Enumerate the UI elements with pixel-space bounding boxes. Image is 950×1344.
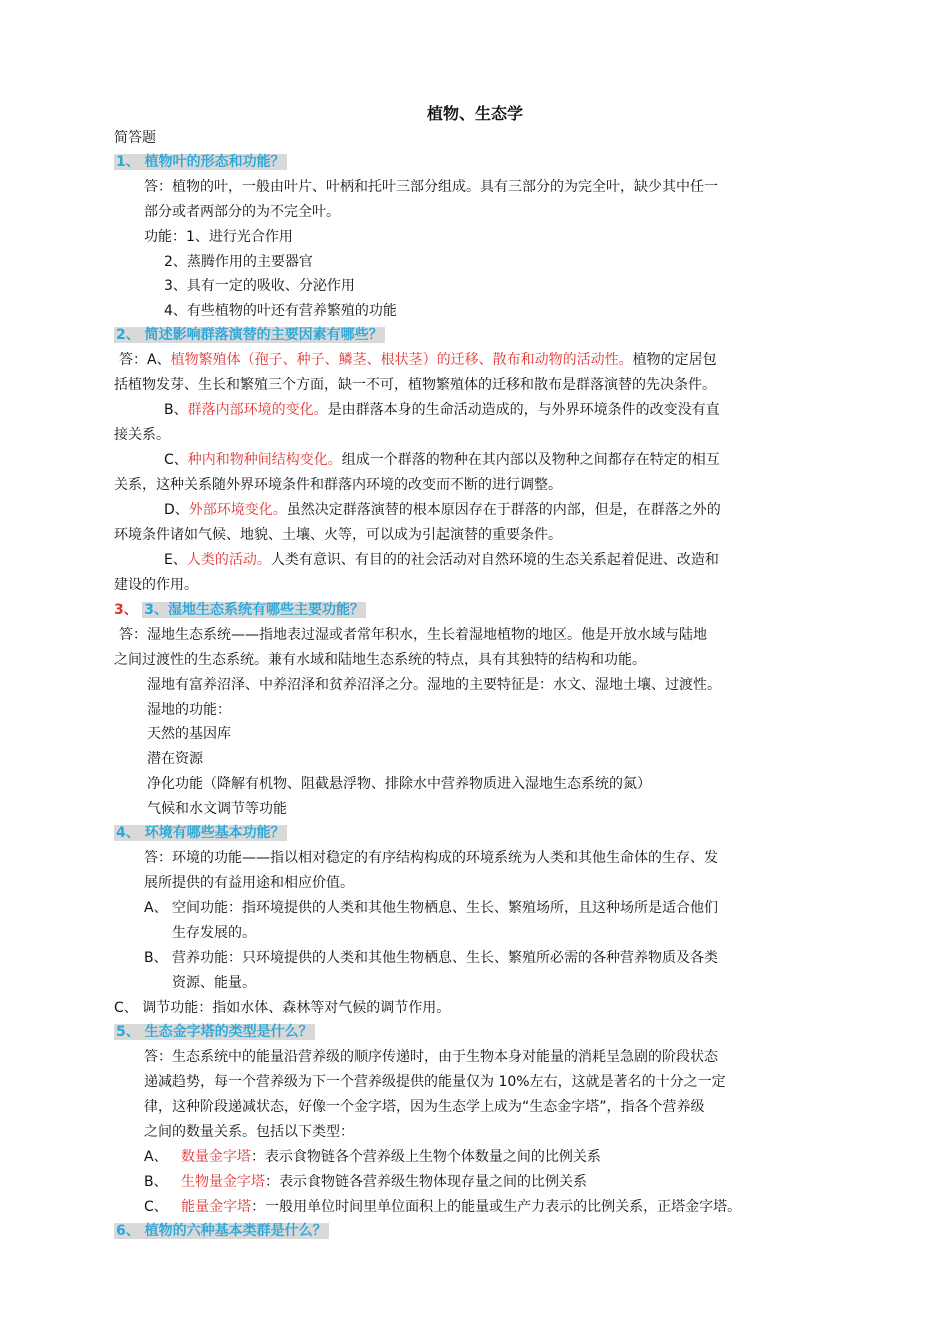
q1-function-line: 功能：1、进行光合作用 [144, 229, 293, 245]
question-5-heading: 5、 生态金字塔的类型是什么？ [116, 1024, 313, 1040]
q2-item-b: B、群落内部环境的变化。是由群落本身的生命活动造成的，与外界环境条件的改变没有直 [164, 402, 720, 418]
q3-function-item: 天然的基因库 [147, 726, 231, 742]
q5-answer-line: 之间的数量关系。包括以下类型： [144, 1124, 354, 1140]
q4-answer-line: 答：环境的功能——指以相对稳定的有序结构构成的环境系统为人类和其他生命体的生存、发 [144, 850, 718, 866]
question-1-heading: 1、 植物叶的形态和功能？ [116, 154, 285, 170]
q4-item-b: B、 营养功能：只环境提供的人类和其他生物栖息、生长、繁殖所必需的各种营养物质及各类 [144, 950, 719, 966]
q4-answer-line: 展所提供的有益用途和相应价值。 [144, 875, 354, 891]
q1-answer-line: 部分或者两部分的为不完全叶。 [144, 204, 340, 220]
q5-item-b: B、 生物量金字塔：表示食物链各营养级生物体现存量之间的比例关系 [144, 1174, 587, 1190]
question-3-heading: 3、 3、湿地生态系统有哪些主要功能？ [114, 602, 364, 618]
q2-item-a: 答：A、植物繁殖体（孢子、种子、鳞茎、根状茎）的迁移、散布和动物的活动性。植物的定居包 [119, 352, 717, 368]
q3-answer-line: 湿地有富养沼泽、中养沼泽和贫养沼泽之分。湿地的主要特征是：水文、湿地土壤、过渡性。 [147, 677, 721, 693]
question-6-heading: 6、 植物的六种基本类群是什么？ [116, 1223, 327, 1239]
q4-item-a-cont: 生存发展的。 [172, 925, 256, 941]
question-4-heading: 4、 环境有哪些基本功能？ [116, 825, 285, 841]
section-heading: 简答题 [114, 130, 156, 146]
q2-item-b-cont: 接关系。 [114, 427, 170, 443]
q4-item-b-cont: 资源、能量。 [172, 975, 256, 991]
q2-item-a-cont: 括植物发芽、生长和繁殖三个方面，缺一不可，植物繁殖体的迁移和散布是群落演替的先决条件。 [114, 377, 716, 393]
q1-answer-line: 答：植物的叶，一般由叶片、叶柄和托叶三部分组成。具有三部分的为完全叶，缺少其中任一 [144, 179, 718, 195]
q3-answer-line: 答：湿地生态系统——指地表过湿或者常年积水，生长着湿地植物的地区。他是开放水域与陆地 [119, 627, 707, 643]
q3-function-item: 气候和水文调节等功能 [147, 801, 287, 817]
q4-item-c: C、 调节功能：指如水体、森林等对气候的调节作用。 [114, 1000, 451, 1016]
q3-answer-line: 之间过渡性的生态系统。兼有水域和陆地生态系统的特点，具有其独特的结构和功能。 [114, 652, 646, 668]
q3-function-item: 潜在资源 [147, 751, 203, 767]
q2-item-e-cont: 建设的作用。 [114, 577, 198, 593]
q2-item-d-cont: 环境条件诸如气候、地貌、土壤、火等，可以成为引起演替的重要条件。 [114, 527, 562, 543]
question-2-heading: 2、 简述影响群落演替的主要因素有哪些？ [116, 327, 383, 343]
q2-item-c: C、种内和物种间结构变化。组成一个群落的物种在其内部以及物种之间都存在特定的相互 [164, 452, 720, 468]
q1-function-line: 4、有些植物的叶还有营养繁殖的功能 [164, 303, 397, 319]
q3-function-item: 净化功能（降解有机物、阻截悬浮物、排除水中营养物质进入湿地生态系统的氮） [147, 776, 651, 792]
q2-item-d: D、外部环境变化。虽然决定群落演替的根本原因存在于群落的内部，但是，在群落之外的 [164, 502, 721, 518]
q2-item-c-cont: 关系，这种关系随外界环境条件和群落内环境的改变而不断的进行调整。 [114, 477, 562, 493]
q1-function-line: 3、具有一定的吸收、分泌作用 [164, 278, 355, 294]
q3-answer-line: 湿地的功能： [147, 702, 231, 718]
q5-answer-line: 律，这种阶段递减状态，好像一个金字塔，因为生态学上成为“生态金字塔”，指各个营养级 [144, 1099, 705, 1115]
q5-answer-line: 递减趋势，每一个营养级为下一个营养级提供的能量仅为 10%左右，这就是著名的十分之一定 [144, 1074, 726, 1090]
q5-answer-line: 答：生态系统中的能量沿营养级的顺序传递时，由于生物本身对能量的消耗呈急剧的阶段状态 [144, 1049, 718, 1065]
document-title: 植物、生态学 [426, 104, 523, 123]
q5-item-c: C、 能量金字塔：一般用单位时间里单位面积上的能量或生产力表示的比例关系，正塔金字塔。 [144, 1199, 742, 1215]
q5-item-a: A、 数量金字塔：表示食物链各个营养级上生物个体数量之间的比例关系 [144, 1149, 601, 1165]
q2-item-e: E、人类的活动。人类有意识、有目的的社会活动对自然环境的生态关系起着促进、改造和 [164, 552, 719, 568]
q4-item-a: A、 空间功能：指环境提供的人类和其他生物栖息、生长、繁殖场所，且这种场所是适合他们 [144, 900, 719, 916]
q1-function-line: 2、蒸腾作用的主要器官 [164, 254, 313, 270]
